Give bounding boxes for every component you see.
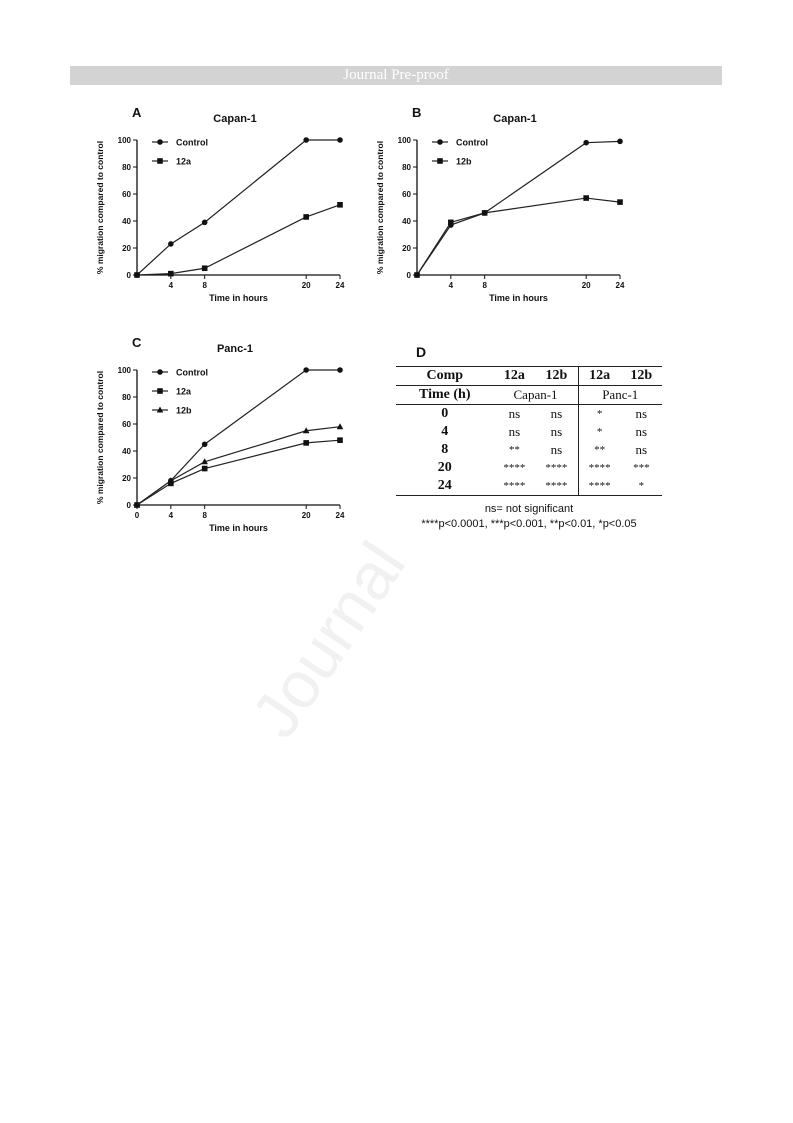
x-axis-label: Time in hours	[209, 293, 268, 303]
header-time: Time (h)	[396, 386, 494, 405]
data-point	[202, 265, 208, 271]
note-ns: ns= not significant	[484, 503, 574, 515]
y-tick-label: 20	[402, 244, 411, 253]
significance-cell: ***	[633, 462, 650, 474]
chart-title: Panc-1	[216, 343, 254, 355]
legend-label: Control	[456, 137, 488, 148]
data-point	[337, 423, 344, 429]
data-point	[337, 437, 343, 443]
chart-panel-a	[90, 100, 360, 320]
y-tick-label: 60	[402, 190, 411, 199]
significance-cell: ns	[508, 424, 521, 439]
legend-marker	[157, 388, 163, 394]
x-tick-label: 24	[335, 511, 345, 520]
series-line	[137, 367, 340, 505]
legend-marker	[437, 139, 443, 145]
journal-preproof-banner: Journal Pre-proof	[70, 66, 722, 85]
y-tick-label: 100	[117, 136, 131, 145]
y-tick-label: 20	[122, 244, 131, 253]
table-row	[396, 477, 662, 496]
table-group-row	[396, 386, 662, 405]
y-tick-label: 0	[406, 271, 411, 280]
significance-cell: ns	[635, 442, 648, 457]
x-tick-label: 24	[335, 281, 345, 290]
table-row	[396, 459, 662, 477]
y-axis-label: % migration compared to control	[95, 370, 105, 505]
data-point	[617, 139, 623, 145]
x-tick-label: 24	[615, 281, 625, 290]
significance-cell: *	[578, 405, 621, 424]
x-tick-label: 8	[202, 511, 207, 520]
y-axis-label: % migration compared to control	[375, 140, 385, 275]
data-point	[303, 214, 309, 220]
legend-marker	[157, 369, 163, 375]
chart-title: Capan-1	[213, 113, 257, 125]
group-capan-1: Capan-1	[494, 386, 578, 405]
header-col-4: 12b	[621, 367, 662, 386]
row-time: 20	[437, 460, 452, 475]
y-tick-label: 0	[126, 271, 131, 280]
data-point	[168, 271, 174, 277]
significance-cell: ns	[550, 424, 563, 439]
series-line	[137, 440, 340, 505]
legend-label: Control	[176, 367, 208, 378]
series-line	[417, 198, 620, 275]
x-tick-label: 20	[301, 511, 311, 520]
significance-cell: ns	[550, 406, 563, 421]
series-control	[134, 137, 343, 278]
series-12b	[134, 423, 344, 507]
data-point	[337, 137, 343, 143]
data-point	[337, 202, 343, 208]
x-tick-label: 8	[482, 281, 487, 290]
journal-watermark: Journal	[236, 529, 420, 750]
significance-cell: **	[508, 444, 520, 456]
row-time: 8	[441, 442, 449, 457]
significance-cell: ****	[545, 462, 568, 474]
row-time: 24	[396, 477, 494, 496]
header-comp: Comp	[396, 367, 494, 386]
panel-letter: A	[132, 105, 142, 120]
row-time: 0	[441, 406, 449, 421]
x-tick-label: 20	[581, 281, 591, 290]
legend-marker	[437, 158, 443, 164]
panel-letter-d: D	[416, 344, 427, 360]
header-col-3: 12a	[578, 367, 621, 386]
data-point	[448, 220, 454, 226]
table-row	[396, 405, 662, 424]
x-tick-label: 4	[168, 281, 174, 290]
x-tick-label: 20	[301, 281, 311, 290]
chart-panel-c	[90, 330, 360, 550]
y-tick-label: 100	[397, 136, 411, 145]
series-12b	[414, 195, 623, 278]
data-point	[303, 137, 309, 143]
y-tick-label: 100	[117, 366, 131, 375]
significance-cell: ns	[635, 424, 648, 439]
y-tick-label: 80	[402, 163, 411, 172]
significance-cell: ns	[635, 406, 648, 421]
series-12a	[134, 202, 343, 278]
y-tick-label: 80	[122, 163, 131, 172]
significance-cell: ****	[494, 477, 536, 496]
data-point	[202, 466, 208, 472]
significance-cell: ****	[503, 462, 526, 474]
data-point	[583, 140, 589, 146]
data-point	[202, 220, 208, 226]
y-tick-label: 40	[122, 447, 131, 456]
data-point	[303, 367, 309, 373]
y-tick-label: 40	[122, 217, 131, 226]
panel-letter: C	[132, 335, 142, 350]
x-tick-label: 8	[202, 281, 207, 290]
significance-cell: **	[578, 441, 621, 459]
legend-label: 12b	[456, 156, 472, 167]
chart-panel-b	[370, 100, 640, 320]
significance-cell: *	[621, 477, 662, 496]
panel-letter: B	[412, 105, 422, 120]
significance-table	[396, 366, 662, 496]
significance-cell: *	[578, 423, 621, 441]
legend-label: 12a	[176, 386, 192, 397]
y-tick-label: 80	[122, 393, 131, 402]
series-12a	[134, 437, 343, 507]
x-tick-label: 4	[168, 511, 174, 520]
significance-cell: ****	[578, 477, 621, 496]
table-row	[396, 423, 662, 441]
data-point	[482, 210, 488, 216]
table-header-row	[396, 367, 662, 386]
data-point	[337, 367, 343, 373]
header-col-1: 12a	[494, 367, 536, 386]
y-tick-label: 20	[122, 474, 131, 483]
data-point	[168, 241, 174, 247]
series-line	[137, 427, 340, 505]
x-axis-label: Time in hours	[489, 293, 548, 303]
significance-cell: ****	[535, 477, 578, 496]
series-line	[137, 137, 340, 275]
table-row	[396, 441, 662, 459]
significance-cell: ****	[578, 459, 621, 477]
data-point	[414, 272, 420, 278]
header-col-2: 12b	[535, 367, 578, 386]
legend-label: Control	[176, 137, 208, 148]
chart-title: Capan-1	[493, 113, 537, 125]
y-axis-label: % migration compared to control	[95, 140, 105, 275]
legend-marker	[157, 158, 163, 164]
x-tick-label: 4	[448, 281, 454, 290]
legend-label: 12b	[176, 405, 192, 416]
note-pvalues: ****p<0.0001, ***p<0.001, **p<0.01, *p<0.05	[421, 518, 637, 530]
group-panc-1: Panc-1	[578, 386, 662, 405]
legend-marker	[157, 139, 163, 145]
data-point	[617, 199, 623, 205]
row-time: 4	[441, 424, 449, 439]
y-tick-label: 60	[122, 420, 131, 429]
significance-cell: ns	[550, 442, 563, 457]
series-line	[137, 205, 340, 275]
significance-panel-d	[396, 344, 662, 532]
data-point	[202, 441, 208, 447]
data-point	[134, 272, 140, 278]
x-axis-label: Time in hours	[209, 523, 268, 533]
legend-label: 12a	[176, 156, 192, 167]
y-tick-label: 40	[402, 217, 411, 226]
significance-cell: ns	[508, 406, 521, 421]
y-tick-label: 60	[122, 190, 131, 199]
x-tick-label: 0	[134, 511, 140, 520]
data-point	[583, 195, 589, 201]
data-point	[303, 440, 309, 446]
y-tick-label: 0	[126, 501, 131, 510]
